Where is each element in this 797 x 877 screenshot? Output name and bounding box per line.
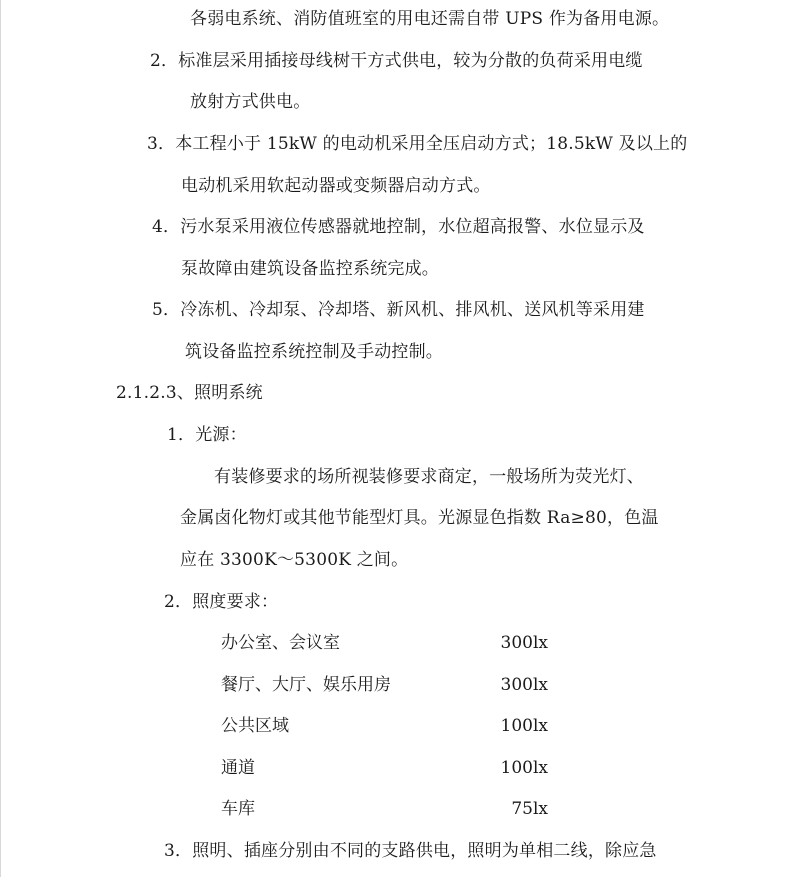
table-row-area: 通道 bbox=[221, 758, 255, 778]
table-row-value: 300lx bbox=[500, 633, 548, 653]
table-row-value: 100lx bbox=[500, 716, 548, 736]
list-item-4-line-2: 泵故障由建筑设备监控系统完成。 bbox=[181, 259, 439, 279]
table-row-value: 100lx bbox=[500, 758, 548, 778]
table-row-area: 公共区域 bbox=[221, 716, 289, 736]
list-item-2-line-2: 放射方式供电。 bbox=[190, 92, 311, 112]
table-row-value: 75lx bbox=[511, 799, 548, 819]
list-item-5-line-1: 5．冷冻机、冷却泵、冷却塔、新风机、排风机、送风机等采用建 bbox=[152, 300, 645, 320]
subheading-light-source: 1．光源： bbox=[167, 425, 247, 445]
paragraph-line: 各弱电系统、消防值班室的用电还需自带 UPS 作为备用电源。 bbox=[190, 9, 670, 29]
paragraph-line: 金属卤化物灯或其他节能型灯具。光源显色指数 Ra≥80，色温 bbox=[180, 508, 659, 528]
paragraph-line: 应在 3300K～5300K 之间。 bbox=[180, 550, 409, 570]
list-item-3-line-1: 3．本工程小于 15kW 的电动机采用全压启动方式；18.5kW 及以上的 bbox=[147, 134, 688, 154]
table-row-area: 车库 bbox=[221, 799, 255, 819]
table-row-area: 餐厅、大厅、娱乐用房 bbox=[221, 675, 391, 695]
section-heading: 2.1.2.3、照明系统 bbox=[116, 383, 263, 403]
table-row-area: 办公室、会议室 bbox=[221, 633, 340, 653]
list-item-3-line-2: 电动机采用软起动器或变频器启动方式。 bbox=[181, 176, 491, 196]
subheading-illuminance: 2．照度要求： bbox=[164, 592, 279, 612]
list-item-4-line-1: 4．污水泵采用液位传感器就地控制，水位超高报警、水位显示及 bbox=[152, 217, 645, 237]
list-item-2-line-1: 2．标准层采用插接母线树干方式供电，较为分散的负荷采用电缆 bbox=[150, 51, 643, 71]
table-row-value: 300lx bbox=[500, 675, 548, 695]
paragraph-line: 有装修要求的场所视装修要求商定，一般场所为荧光灯、 bbox=[214, 467, 644, 487]
list-item-5-line-2: 筑设备监控系统控制及手动控制。 bbox=[185, 342, 443, 362]
list-item-3-lighting: 3．照明、插座分别由不同的支路供电，照明为单相二线，除应急 bbox=[164, 841, 657, 861]
